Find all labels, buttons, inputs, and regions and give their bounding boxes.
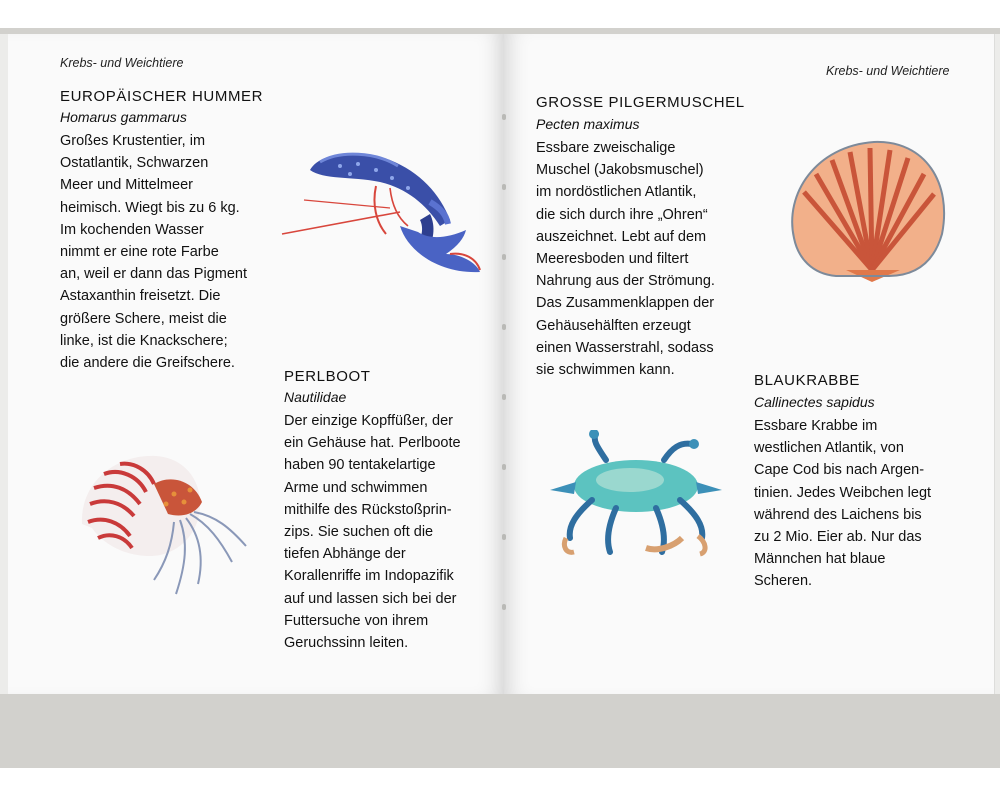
right-page-edge [994, 34, 1000, 694]
spine-stitch [502, 114, 506, 120]
hummer-title: EUROPÄISCHER HUMMER [60, 88, 264, 105]
perlboot-description: Der einzige Kopffüßer, der ein Gehäuse hat. Perlboote haben 90 tentakelartige Arme und schwimmen mithilfe des Rückstoßprin- zips. Sie suchen oft die tiefen Abhänge der Korallenriffe im Indopazifik auf und lassen sich bei der Futtersuche von ihrem Geruchssinn leiten. [284, 413, 461, 652]
perlboot-title: PERLBOOT [284, 368, 371, 385]
top-white-band [0, 0, 1000, 28]
pilgermuschel-description: Essbare zweischalige Muschel (Jakobsmuschel) im nordöstlichen Atlantik, die sich durch ihre „Ohren“ auszeichnet. Lebt auf dem Meeresboden und filtert Nahrung aus der Strömung. Das Zusammenklappen der Gehäusehälften erzeugt einen Wasserstrahl, sodass sie schwimmen kann. [536, 140, 715, 379]
blaukrabbe-latin-name: Callinectes sapidus [754, 394, 875, 410]
hummer-description: Großes Krustentier, im Ostatlantik, Schwarzen Meer und Mittelmeer heimisch. Wiegt bis zu 6 kg. Im kochenden Wasser nimmt er eine rote Farbe an, weil er dann das Pigment Astaxanthin freisetzt. Die größere Schere, meist die linke, ist die Knackschere; die andere die Greifschere. [60, 133, 247, 372]
pilgermuschel-latin-name: Pecten maximus [536, 116, 640, 132]
bottom-white-band [0, 768, 1000, 800]
spine-stitch [502, 464, 506, 470]
lobster-illustration [280, 142, 490, 282]
blaukrabbe-description: Essbare Krabbe im westlichen Atlantik, von Cape Cod bis nach Argen- tinien. Jedes Weibchen legt während des Laichens bis zu 2 Mio. Eier ab. Nur das Männchen hat blaue Scheren. [754, 418, 932, 590]
open-book [8, 34, 998, 694]
left-running-head: Krebs- und Weichtiere [60, 56, 184, 70]
pilgermuschel-title: GROSSE PILGERMUSCHEL [536, 94, 745, 111]
blaukrabbe-title: BLAUKRABBE [754, 372, 861, 389]
spine-stitch [502, 534, 506, 540]
spine-stitch [502, 394, 506, 400]
scallop-illustration [776, 134, 954, 286]
right-page [504, 34, 994, 694]
spine-stitch [502, 184, 506, 190]
spine-stitch [502, 604, 506, 610]
hummer-latin-name: Homarus gammarus [60, 109, 187, 125]
spine-stitch [502, 254, 506, 260]
left-page [8, 34, 504, 694]
nautilus-illustration [70, 444, 250, 604]
right-running-head: Krebs- und Weichtiere [826, 64, 950, 78]
crab-illustration [546, 430, 724, 558]
perlboot-latin-name: Nautilidae [284, 389, 347, 405]
spine-stitch [502, 324, 506, 330]
